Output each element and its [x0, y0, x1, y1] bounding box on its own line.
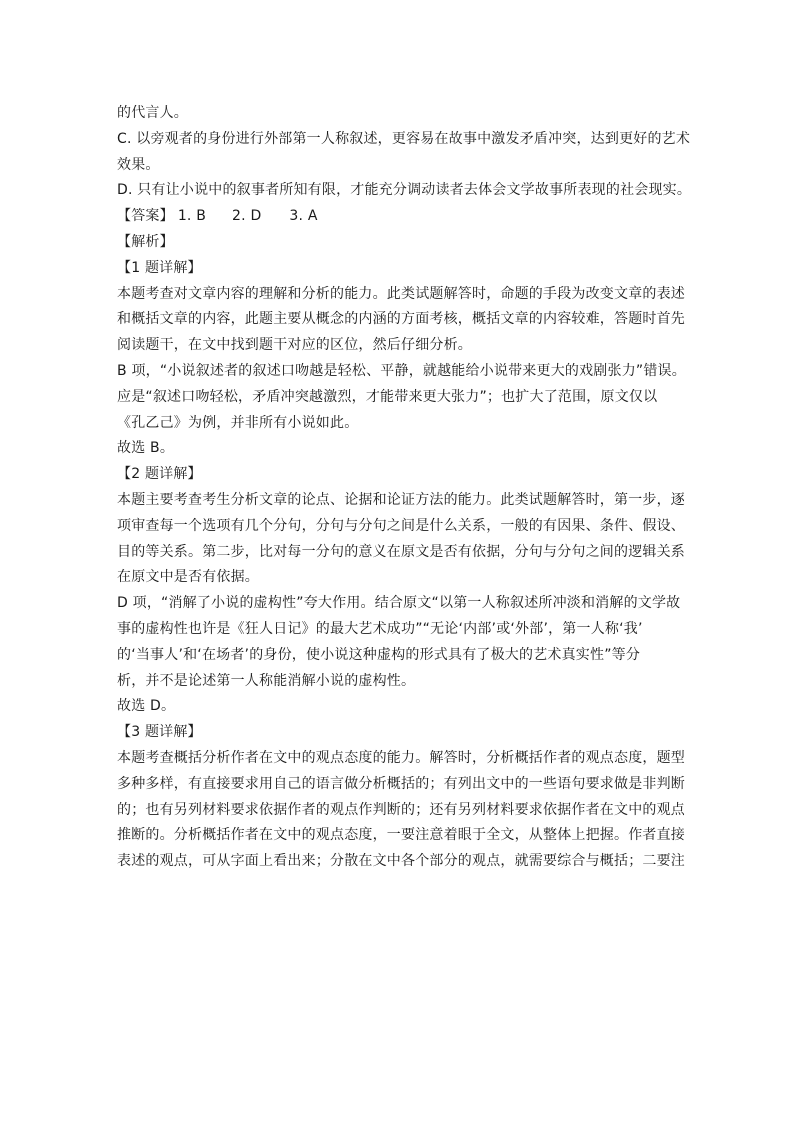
q1-heading: 【1 题详解】 [117, 259, 202, 276]
q3-text-line: 多种多样，有直接要求用自己的语言做分析概括的；有列出文中的一些语句要求做是非判断 [117, 775, 685, 792]
q1-text-line: 阅读题干，在文中找到题干对应的区位，然后仔细分析。 [117, 337, 472, 354]
q3-text-line: 的；也有另列材料要求依据作者的观点作判断的；还有另列材料要求依据作者在文中的观点 [117, 801, 685, 818]
q2-text-line: 项审查每一个选项有几个分句，分句与分句之间是什么关系，一般的有因果、条件、假设、 [117, 517, 685, 534]
option-c: C. 以旁观者的身份进行外部第一人称叙述，更容易在故事中激发矛盾冲突，达到更好的艺术 [117, 130, 691, 147]
answer-item: 3. A [289, 208, 318, 225]
q2-text-line: D 项，“消解了小说的虚构性”夸大作用。结合原文“以第一人称叙述所冲淡和消解的文学故 [117, 595, 681, 612]
answer-line [117, 204, 682, 230]
analysis-label: 【解析】 [117, 233, 174, 250]
q1-text-line: 和概括文章的内容，此题主要从概念的内涵的方面考核，概括文章的内容较难，答题时首先 [117, 311, 685, 328]
q1-text-line: 本题考查对文章内容的理解和分析的能力。此类试题解答时，命题的手段为改变文章的表述 [117, 285, 685, 302]
q2-text-line: 本题主要考查考生分析文章的论点、论据和论证方法的能力。此类试题解答时，第一步，逐 [117, 491, 685, 508]
option-d: D. 只有让小说中的叙事者所知有限，才能充分调动读者去体会文学故事所表现的社会现实。 [117, 182, 692, 199]
text-line: 效果。 [117, 156, 160, 173]
q3-heading: 【3 题详解】 [117, 724, 202, 741]
q1-text-line: B 项，“小说叙述者的叙述口吻越是轻松、平静，就越能给小说带来更大的戏剧张力”错误。 [117, 362, 686, 379]
q3-text-line: 本题考查概括分析作者在文中的观点态度的能力。解答时，分析概括作者的观点态度，题型 [117, 749, 685, 766]
q3-text-line: 推断的。分析概括作者在文中的观点态度，一要注意着眼于全文，从整体上把握。作者直接 [117, 827, 685, 844]
answer-item: 1. B [177, 208, 207, 225]
q2-conclusion: 故选 D。 [117, 698, 176, 715]
answer-label: 【答案】 [117, 208, 174, 225]
q2-text-line: 在原文中是否有依据。 [117, 569, 259, 586]
q1-text-line: 应是“叙述口吻轻松，矛盾冲突越激烈，才能带来更大张力”；也扩大了范围，原文仅以 [117, 388, 658, 405]
q3-text-line: 表述的观点，可从字面上看出来；分散在文中各个部分的观点，就需要综合与概括；二要注 [117, 853, 685, 870]
text-line: 的代言人。 [117, 105, 188, 121]
q2-text-line: 的‘当事人’和‘在场者’的身份，使小说这种虚构的形式具有了极大的艺术真实性”等分 [117, 646, 641, 663]
q2-text-line: 目的等关系。第二步，比对每一分句的意义在原文是否有依据，分句与分句之间的逻辑关系 [117, 543, 685, 560]
q2-text-line: 事的虚构性也许是《狂人日记》的最大艺术成功”“无论‘内部’或‘外部’，第一人称‘我’ [117, 620, 643, 637]
q2-text-line: 析，并不是论述第一人称能消解小说的虚构性。 [117, 672, 416, 689]
document-page [117, 101, 692, 875]
q2-heading: 【2 题详解】 [117, 466, 202, 483]
q1-conclusion: 故选 B。 [117, 440, 175, 457]
answer-item: 2. D [232, 208, 262, 225]
q1-text-line: 《孔乙己》为例，并非所有小说如此。 [117, 414, 359, 431]
